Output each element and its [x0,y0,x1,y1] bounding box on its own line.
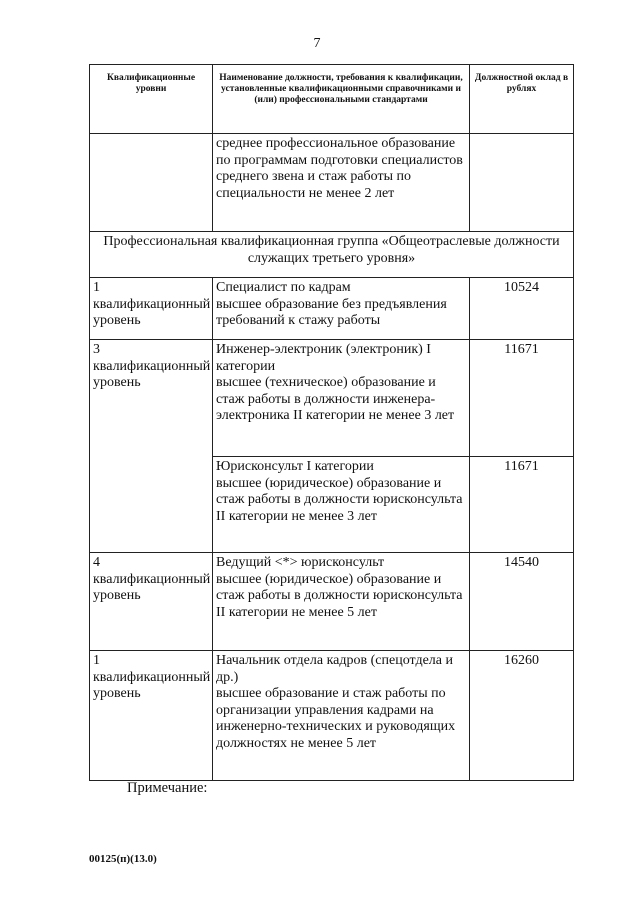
position-name: Специалист по кадрам [216,280,351,295]
cell-salary: 10524 [470,278,574,340]
header-salary: Должностной оклад в рублях [470,65,574,134]
cell-position [213,340,470,457]
position-requirements: высшее (юридическое) образование и стаж работы в должности юрисконсульта II категории не менее 5 лет [216,571,463,620]
cell-level: 1 квалификационный уровень [90,651,213,781]
position-requirements: высшее (юридическое) образование и стаж работы в должности юрисконсульта II категории не менее 3 лет [216,475,463,524]
header-level: Квалификационные уровни [90,65,213,134]
table-row [90,278,574,340]
qualification-table [89,64,574,781]
group-title-row [90,232,574,278]
cell-level: 3 квалификационный уровень [90,340,213,553]
cell-position [213,651,470,781]
cell-level: 4 квалификационный уровень [90,553,213,651]
cell-position [213,457,470,553]
document-code: 00125(п)(13.0) [89,853,157,865]
cell-position [213,553,470,651]
note-label: Примечание: [127,780,208,796]
page-number: 7 [313,36,321,51]
position-name: Инженер-электроник (электроник) I категории [216,342,431,374]
position-name: Юрисконсульт I категории [216,459,374,474]
cell-salary: 16260 [470,651,574,781]
position-requirements: высшее (техническое) образование и стаж работы в должности инженера-электроника II категории не менее 3 лет [216,375,455,423]
cell-salary: 11671 [470,340,574,457]
position-requirements: высшее образование без предъявления требований к стажу работы [216,296,447,328]
cell-salary-empty [470,134,574,232]
table-row [90,340,574,457]
table-row-continuation [90,134,574,232]
table-header-row [90,65,574,134]
position-name: Ведущий <*> юрисконсульт [216,555,385,570]
header-position: Наименование должности, требования к квалификации, установленные квалификационными справочниками и (или) профессиональными стандартами [213,65,470,134]
table-row [90,651,574,781]
position-requirements: высшее образование и стаж работы по организации управления кадрами на инженерно-технических и руководящих должностях не менее 5 лет [216,686,456,751]
group-title: Профессиональная квалификационная группа «Общеотраслевые должности служащих третьего уровня» [90,232,574,278]
cell-position [213,278,470,340]
cell-level: 1 квалификационный уровень [90,278,213,340]
table-row [90,553,574,651]
cell-continuation: среднее профессиональное образование по программам подготовки специалистов среднего звена и стаж работы по специальности не менее 2 лет [213,134,470,232]
cell-level-empty [90,134,213,232]
cell-salary: 11671 [470,457,574,553]
cell-salary: 14540 [470,553,574,651]
position-name: Начальник отдела кадров (спецотдела и др.) [216,653,453,685]
